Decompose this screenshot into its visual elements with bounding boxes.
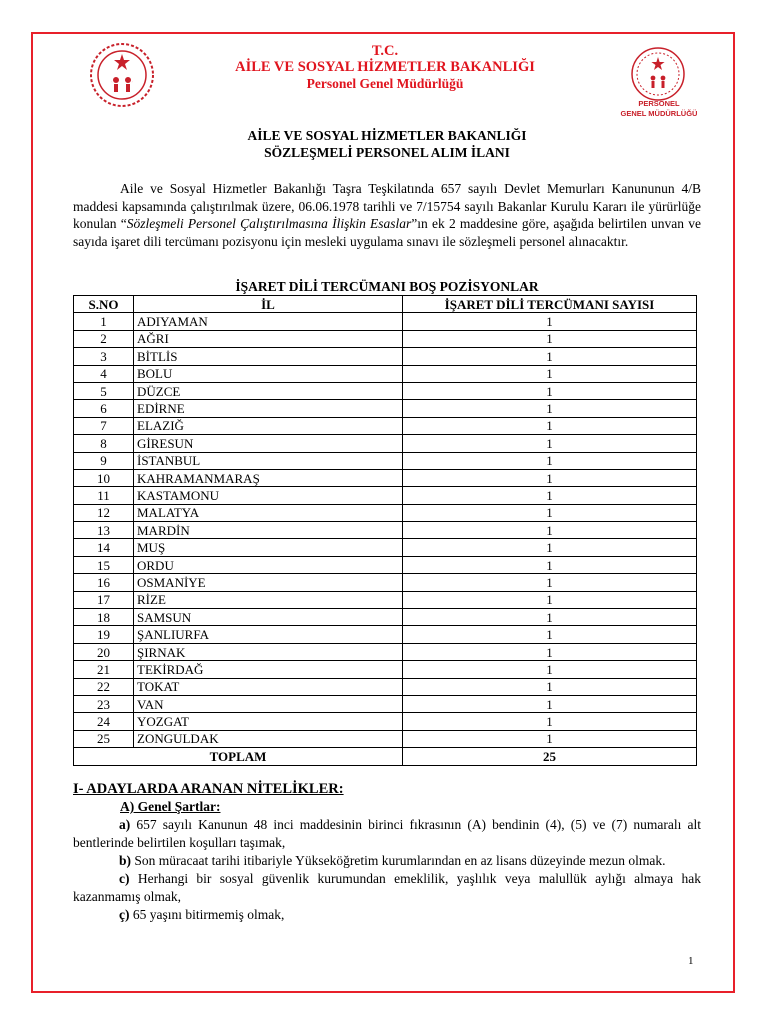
row-count: 1: [403, 313, 697, 330]
row-il: BİTLİS: [134, 348, 403, 365]
row-il: YOZGAT: [134, 713, 403, 730]
table-row: [74, 522, 697, 539]
row-count: 1: [403, 730, 697, 747]
header-il: İL: [134, 296, 403, 313]
row-sno: 9: [74, 452, 134, 469]
row-count: 1: [403, 643, 697, 660]
table-header-row: [74, 296, 697, 313]
row-il: RİZE: [134, 591, 403, 608]
table-row: [74, 556, 697, 573]
row-count: 1: [403, 678, 697, 695]
table-row: [74, 504, 697, 521]
table-row: [74, 487, 697, 504]
row-sno: 21: [74, 661, 134, 678]
row-count: 1: [403, 330, 697, 347]
logo-caption: [604, 99, 714, 119]
row-il: KASTAMONU: [134, 487, 403, 504]
row-il: BOLU: [134, 365, 403, 382]
table-row: [74, 313, 697, 330]
row-sno: 15: [74, 556, 134, 573]
header-sno: S.NO: [74, 296, 134, 313]
title-line2: SÖZLEŞMELİ PERSONEL ALIM İLANI: [264, 145, 510, 160]
table-title: İŞARET DİLİ TERCÜMANI BOŞ POZİSYONLAR: [235, 279, 539, 294]
table-row: [74, 678, 697, 695]
table-row: [74, 382, 697, 399]
row-count: 1: [403, 609, 697, 626]
row-sno: 11: [74, 487, 134, 504]
row-il: ELAZIĞ: [134, 417, 403, 434]
table-total-row: [74, 748, 697, 765]
row-il: MUŞ: [134, 539, 403, 556]
row-il: MARDİN: [134, 522, 403, 539]
row-count: 1: [403, 365, 697, 382]
table-row: [74, 452, 697, 469]
row-sno: 13: [74, 522, 134, 539]
row-il: İSTANBUL: [134, 452, 403, 469]
page-number: 1: [688, 955, 694, 967]
row-il: ORDU: [134, 556, 403, 573]
table-row: [74, 435, 697, 452]
table-row: [74, 539, 697, 556]
row-sno: 12: [74, 504, 134, 521]
section-heading: I- ADAYLARDA ARANAN NİTELİKLER:: [73, 781, 344, 797]
conditions-list: [73, 816, 701, 924]
row-count: 1: [403, 556, 697, 573]
row-il: DÜZCE: [134, 382, 403, 399]
row-il: ZONGULDAK: [134, 730, 403, 747]
row-sno: 18: [74, 609, 134, 626]
row-count: 1: [403, 469, 697, 486]
row-count: 1: [403, 713, 697, 730]
row-sno: 7: [74, 417, 134, 434]
row-count: 1: [403, 591, 697, 608]
header-directorate: Personel Genel Müdürlüğü: [306, 76, 464, 91]
row-count: 1: [403, 435, 697, 452]
table-row: [74, 400, 697, 417]
table-row: [74, 469, 697, 486]
positions-table: [73, 295, 697, 766]
condition-item: ç) 65 yaşını bitirmemiş olmak,: [119, 907, 285, 922]
condition-item: c) Herhangi bir sosyal güvenlik kurumundan emeklilik, yaşlılık veya malullük aylığı almaya hak kazanmamış olmak,: [73, 871, 701, 904]
row-sno: 14: [74, 539, 134, 556]
row-il: KAHRAMANMARAŞ: [134, 469, 403, 486]
row-sno: 4: [74, 365, 134, 382]
table-row: [74, 365, 697, 382]
row-sno: 20: [74, 643, 134, 660]
row-count: 1: [403, 487, 697, 504]
row-il: TEKİRDAĞ: [134, 661, 403, 678]
row-sno: 25: [74, 730, 134, 747]
table-row: [74, 661, 697, 678]
logo-caption-line2: GENEL MÜDÜRLÜĞÜ: [620, 109, 698, 118]
row-count: 1: [403, 522, 697, 539]
table-row: [74, 609, 697, 626]
row-count: 1: [403, 504, 697, 521]
document-header: [190, 43, 580, 92]
row-sno: 22: [74, 678, 134, 695]
row-il: ADIYAMAN: [134, 313, 403, 330]
header-tc: T.C.: [371, 43, 399, 59]
row-sno: 8: [74, 435, 134, 452]
row-il: ŞANLIURFA: [134, 626, 403, 643]
row-il: OSMANİYE: [134, 574, 403, 591]
row-sno: 3: [74, 348, 134, 365]
row-il: EDİRNE: [134, 400, 403, 417]
row-sno: 24: [74, 713, 134, 730]
row-sno: 19: [74, 626, 134, 643]
row-il: TOKAT: [134, 678, 403, 695]
row-count: 1: [403, 452, 697, 469]
row-il: AĞRI: [134, 330, 403, 347]
row-count: 1: [403, 382, 697, 399]
total-value: 25: [403, 748, 697, 765]
row-sno: 17: [74, 591, 134, 608]
table-row: [74, 348, 697, 365]
row-count: 1: [403, 348, 697, 365]
table-row: [74, 713, 697, 730]
row-count: 1: [403, 661, 697, 678]
row-sno: 1: [74, 313, 134, 330]
table-row: [74, 626, 697, 643]
row-il: VAN: [134, 695, 403, 712]
personnel-directorate-logo: [630, 46, 686, 102]
table-row: [74, 330, 697, 347]
row-count: 1: [403, 400, 697, 417]
intro-text-end: ”ın ek 2 maddesine göre, aşağıda belirtilen unvan ve sayıda işaret dili tercümanı pozisyonu için mesleki uygulama sınavı ile sözleşmeli personel alınacaktır.: [73, 216, 701, 249]
logo-caption-line1: PERSONEL: [638, 99, 680, 108]
table-row: [74, 695, 697, 712]
table-row: [74, 643, 697, 660]
row-count: 1: [403, 417, 697, 434]
row-il: ŞIRNAK: [134, 643, 403, 660]
total-label: TOPLAM: [74, 748, 403, 765]
row-sno: 23: [74, 695, 134, 712]
title-line1: AİLE VE SOSYAL HİZMETLER BAKANLIĞI: [247, 128, 527, 143]
subsection-heading: A) Genel Şartlar:: [120, 799, 221, 814]
document-title: [73, 127, 701, 161]
row-sno: 16: [74, 574, 134, 591]
table-row: [74, 417, 697, 434]
row-il: SAMSUN: [134, 609, 403, 626]
row-il: MALATYA: [134, 504, 403, 521]
intro-text-start: Aile ve Sosyal Hizmetler Bakanlığı Taşra Teşkilatında 657 sayılı Devlet Memurları Kanununun 4/B maddesi kapsamında çalıştırılmak üzere, 06.06.1978 tarihli ve 7/15754 sayılı Bakanlar Kurulu Kararı ile yürürlüğe konulan “: [73, 181, 701, 232]
row-count: 1: [403, 574, 697, 591]
row-sno: 2: [74, 330, 134, 347]
intro-paragraph: [73, 180, 701, 250]
ministry-logo: [87, 40, 157, 110]
table-row: [74, 591, 697, 608]
table-row: [74, 574, 697, 591]
condition-item: a) 657 sayılı Kanunun 48 inci maddesinin birinci fıkrasının (A) bendinin (4), (5) ve (7) numaralı alt bentlerinde belirtilen koşulları taşımak,: [73, 817, 701, 850]
condition-item: b) Son müracaat tarihi itibariyle Yükseköğretim kurumlarından en az lisans düzeyinde mezun olmak.: [119, 853, 666, 868]
row-count: 1: [403, 626, 697, 643]
row-count: 1: [403, 695, 697, 712]
header-count: İŞARET DİLİ TERCÜMANI SAYISI: [403, 296, 697, 313]
row-sno: 6: [74, 400, 134, 417]
row-count: 1: [403, 539, 697, 556]
row-sno: 10: [74, 469, 134, 486]
intro-text-italic: Sözleşmeli Personel Çalıştırılmasına İlişkin Esaslar: [126, 216, 412, 232]
table-row: [74, 730, 697, 747]
row-sno: 5: [74, 382, 134, 399]
row-il: GİRESUN: [134, 435, 403, 452]
header-ministry: AİLE VE SOSYAL HİZMETLER BAKANLIĞI: [235, 59, 535, 75]
